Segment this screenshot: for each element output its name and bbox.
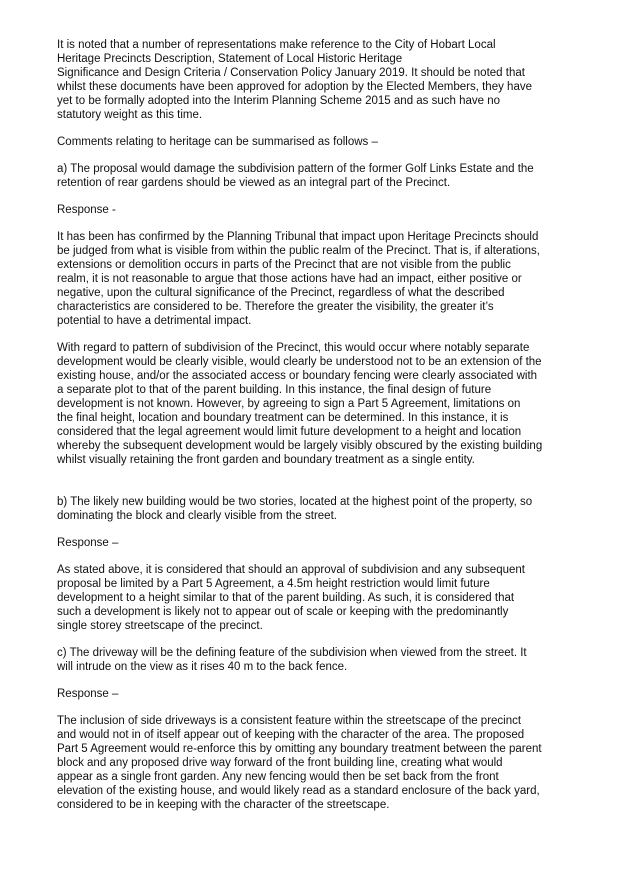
paragraph-response-c: The inclusion of side driveways is a consistent feature within the streetscape of the precinct and would not in of itself appear out of keeping with the character of the area. The proposed Part 5 Agreement would re-enforce this by omitting any boundary treatment between the parent block and any proposed drive way forward of the front building line, creating what would appear as a single front garden. Any new fencing would then be set back from the front elevation of the existing house, and would likely read as a standard enclosure of the back yard, considered to be in keeping with the character of the streetscape. [57, 715, 542, 811]
paragraph-response-a-heading: Response - [57, 204, 116, 216]
paragraph-comment-b: b) The likely new building would be two stories, located at the highest point of the property, so dominating the block and clearly visible from the street. [57, 496, 533, 522]
paragraph-response-a-subdivision: With regard to pattern of subdivision of the Precinct, this would occur where notably separate development would be clearly visible, would clearly be understood not to be an extension of the existing house, and/or the associated access or boundary fencing were clearly associated with a separate plot to that of the parent building. In this instance, the final design of future development is not known. However, by agreeing to sign a Part 5 Agreement, limitations on the final height, location and boundary treatment can be determined. In this instance, it is considered that the legal agreement would limit future development to a height and location whereby the subsequent development would be largely visibly obscured by the existing building whilst visually retaining the front garden and boundary treatment as a single entity. [57, 342, 543, 466]
paragraph-response-b-heading: Response – [57, 537, 119, 549]
paragraph-comments-intro: Comments relating to heritage can be summarised as follows – [57, 136, 378, 148]
document-page [57, 38, 565, 825]
paragraph-comment-a: a) The proposal would damage the subdivision pattern of the former Golf Links Estate and the retention of rear gardens should be viewed as an integral part of the Precinct. [57, 163, 534, 189]
paragraph-comment-c: c) The driveway will be the defining feature of the subdivision when viewed from the street. It will intrude on the view as it rises 40 m to the back fence. [57, 647, 527, 673]
paragraph-response-a-tribunal: It has been has confirmed by the Planning Tribunal that impact upon Heritage Precincts should be judged from what is visible from within the public realm of the Precinct. That is, if alterations, extensions or demolition occurs in parts of the Precinct that are not visible from the public realm, it is not reasonable to argue that those actions have had an impact, either positive or negative, upon the cultural significance of the Precinct, regardless of what the described characteristics are considered to be. Therefore the greater the visibility, the greater it’s potential to have a detrimental impact. [57, 231, 541, 327]
paragraph-response-c-heading: Response – [57, 688, 119, 700]
paragraph-representations-note: It is noted that a number of representations make reference to the City of Hobart Local Heritage Precincts Description, Statement of Local Historic Heritage Significance and Design Criteria / Conservation Policy January 2019. It should be noted that whilst these documents have been approved for adoption by the Elected Members, they have yet to be formally adopted into the Interim Planning Scheme 2015 and as such have no statutory weight as this time. [57, 39, 532, 121]
paragraph-response-b: As stated above, it is considered that should an approval of subdivision and any subsequent proposal be limited by a Part 5 Agreement, a 4.5m height restriction would limit future development to a height similar to that of the parent building. As such, it is considered that such a development is likely not to appear out of scale or keeping with the predominantly single storey streetscape of the precinct. [57, 564, 525, 632]
